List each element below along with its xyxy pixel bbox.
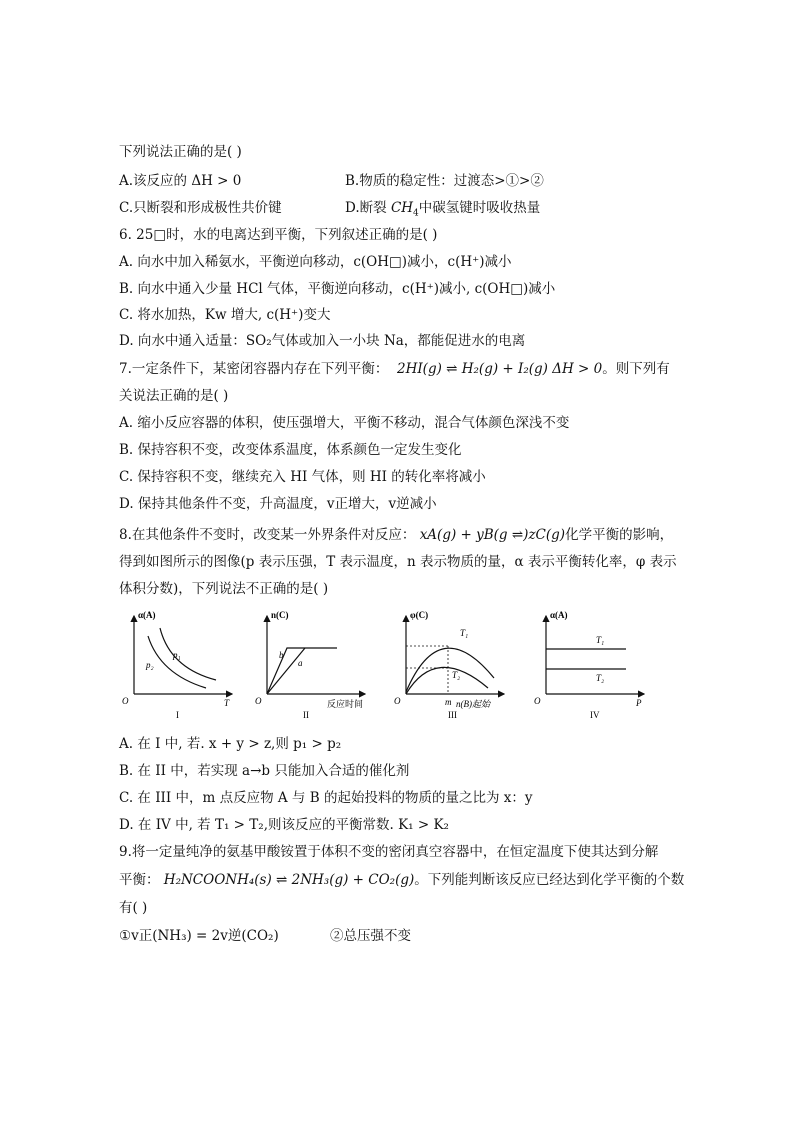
graph-iii-origin: O bbox=[394, 696, 401, 706]
graph-iv bbox=[532, 606, 652, 726]
graph-i-origin: O bbox=[122, 696, 129, 706]
q6-stem: 6. 25□时，水的电离达到平衡，下列叙述正确的是( ) bbox=[119, 227, 438, 243]
q5-option-c: C.只断裂和形成极性共价键 bbox=[119, 200, 282, 216]
graph-ii-number: II bbox=[303, 710, 309, 720]
q5-option-b: B.物质的稳定性：过渡态>①>② bbox=[345, 173, 544, 189]
graph-ii bbox=[253, 606, 373, 726]
graph-iv-xlabel: P bbox=[636, 698, 642, 708]
q7-option-a: A. 缩小反应容器的体积，使压强增大，平衡不移动，混合气体颜色深浅不变 bbox=[119, 415, 570, 431]
graph-iii bbox=[392, 606, 512, 726]
q7-option-b: B. 保持容积不变，改变体系温度，体系颜色一定发生变化 bbox=[119, 442, 462, 458]
graph-iv-line-t1-label: T₁ bbox=[596, 635, 605, 645]
q9-stem-line1: 9.将一定量纯净的氨基甲酸铵置于体积不变的密闭真空容器中，在恒定温度下使其达到分解 bbox=[119, 844, 659, 860]
graph-iv-origin: O bbox=[534, 696, 541, 706]
curve-p1 bbox=[160, 628, 216, 680]
graph-i-number: I bbox=[176, 710, 179, 720]
graph-iii-xlabel: n(B)起始 bbox=[456, 699, 490, 709]
graph-iv-ylabel: α(A) bbox=[550, 610, 568, 620]
graph-i-xlabel: T bbox=[224, 698, 230, 708]
graph-ii-curve-a-label: a bbox=[298, 658, 303, 668]
graph-i-curve-p1-label: p₁ bbox=[173, 650, 181, 660]
graph-iii-curve-t1-label: T₁ bbox=[460, 628, 469, 638]
graph-iii-point-m: m bbox=[445, 697, 452, 707]
curve-p2 bbox=[148, 636, 206, 688]
q8-option-a: A. 在 I 中, 若. x + y > z,则 p₁ > p₂ bbox=[119, 736, 342, 752]
graph-ii-origin: O bbox=[255, 696, 262, 706]
q6-option-d: D. 向水中通入适量：SO₂气体或加入一小块 Na，都能促进水的电离 bbox=[119, 333, 526, 349]
graph-i-ylabel: α(A) bbox=[138, 610, 156, 620]
graph-i bbox=[120, 606, 240, 726]
q5-option-a: A.该反应的 ΔH > 0 bbox=[119, 173, 242, 189]
q8-option-b: B. 在 II 中，若实现 a→b 只能加入合适的催化剂 bbox=[119, 763, 410, 779]
q8-stem-line2: 得到如图所示的图像(p 表示压强，T 表示温度，n 表示物质的量，α 表示平衡转化率，φ 表示 bbox=[119, 554, 677, 570]
q6-option-b: B. 向水中通入少量 HCl 气体，平衡逆向移动，c(H⁺)减小, c(OH□)减小 bbox=[119, 281, 556, 297]
graph-iii-curve-t2-label: T₂ bbox=[452, 670, 461, 680]
graph-ii-xlabel: 反应时间 bbox=[327, 699, 364, 709]
q6-option-a: A. 向水中加入稀氨水，平衡逆向移动，c(OH□)减小，c(H⁺)减小 bbox=[119, 254, 512, 270]
q8-option-d: D. 在 IV 中, 若 T₁ > T₂,则该反应的平衡常数. K₁ > K₂ bbox=[119, 817, 449, 833]
q9-option-1: ①v正(NH₃) = 2v逆(CO₂) bbox=[119, 928, 279, 944]
q5-stem: 下列说法正确的是( ) bbox=[119, 144, 242, 160]
q5-option-d: D.断裂 $CH_4$中碳氢键时吸收热量 bbox=[345, 200, 541, 219]
q9-stem-line2: 平衡： H₂NCOONH₄(s) ⇌ 2NH₃(g) + CO₂(g)。下列能判断该反应已经达到化学平衡的个数 bbox=[119, 872, 685, 888]
graph-i-curve-p2-label: p₂ bbox=[146, 660, 154, 670]
graph-ii-ylabel: n(C) bbox=[271, 610, 289, 620]
curve-t2 bbox=[406, 667, 488, 694]
graph-iv-line-t2-label: T₂ bbox=[596, 673, 605, 683]
graph-iv-number: IV bbox=[590, 710, 600, 720]
q7-stem-line1: 7.一定条件下，某密闭容器内存在下列平衡： 2HI(g) ⇌ H₂(g) + I₂(g) ΔH > 0。则下列有 bbox=[119, 361, 670, 377]
q8-option-c: C. 在 III 中，m 点反应物 A 与 B 的起始投料的物质的量之比为 x：y bbox=[119, 790, 533, 806]
curve-b bbox=[267, 648, 337, 694]
q9-option-2: ②总压强不变 bbox=[330, 928, 411, 944]
q9-stem-line3: 有( ) bbox=[119, 900, 148, 916]
graph-ii-curve-b-label: b bbox=[279, 650, 284, 660]
graph-iii-number: III bbox=[448, 710, 457, 720]
q7-option-c: C. 保持容积不变，继续充入 HI 气体，则 HI 的转化率将减小 bbox=[119, 469, 486, 485]
curve-a bbox=[267, 648, 305, 694]
q6-option-c: C. 将水加热，Kw 增大, c(H⁺)变大 bbox=[119, 307, 331, 323]
q8-stem-line3: 体积分数)，下列说法不正确的是( ) bbox=[119, 581, 329, 597]
curve-t1 bbox=[406, 648, 494, 692]
q7-option-d: D. 保持其他条件不变，升高温度，v正增大，v逆减小 bbox=[119, 496, 437, 512]
q8-stem-line1: 8.在其他条件不变时，改变某一外界条件对反应： xA(g) + yB(g ⇌)zC(g)化学平衡的影响， bbox=[119, 527, 674, 543]
graph-iii-ylabel: φ(C) bbox=[410, 610, 429, 620]
q7-stem-line2: 关说法正确的是( ) bbox=[119, 388, 229, 404]
